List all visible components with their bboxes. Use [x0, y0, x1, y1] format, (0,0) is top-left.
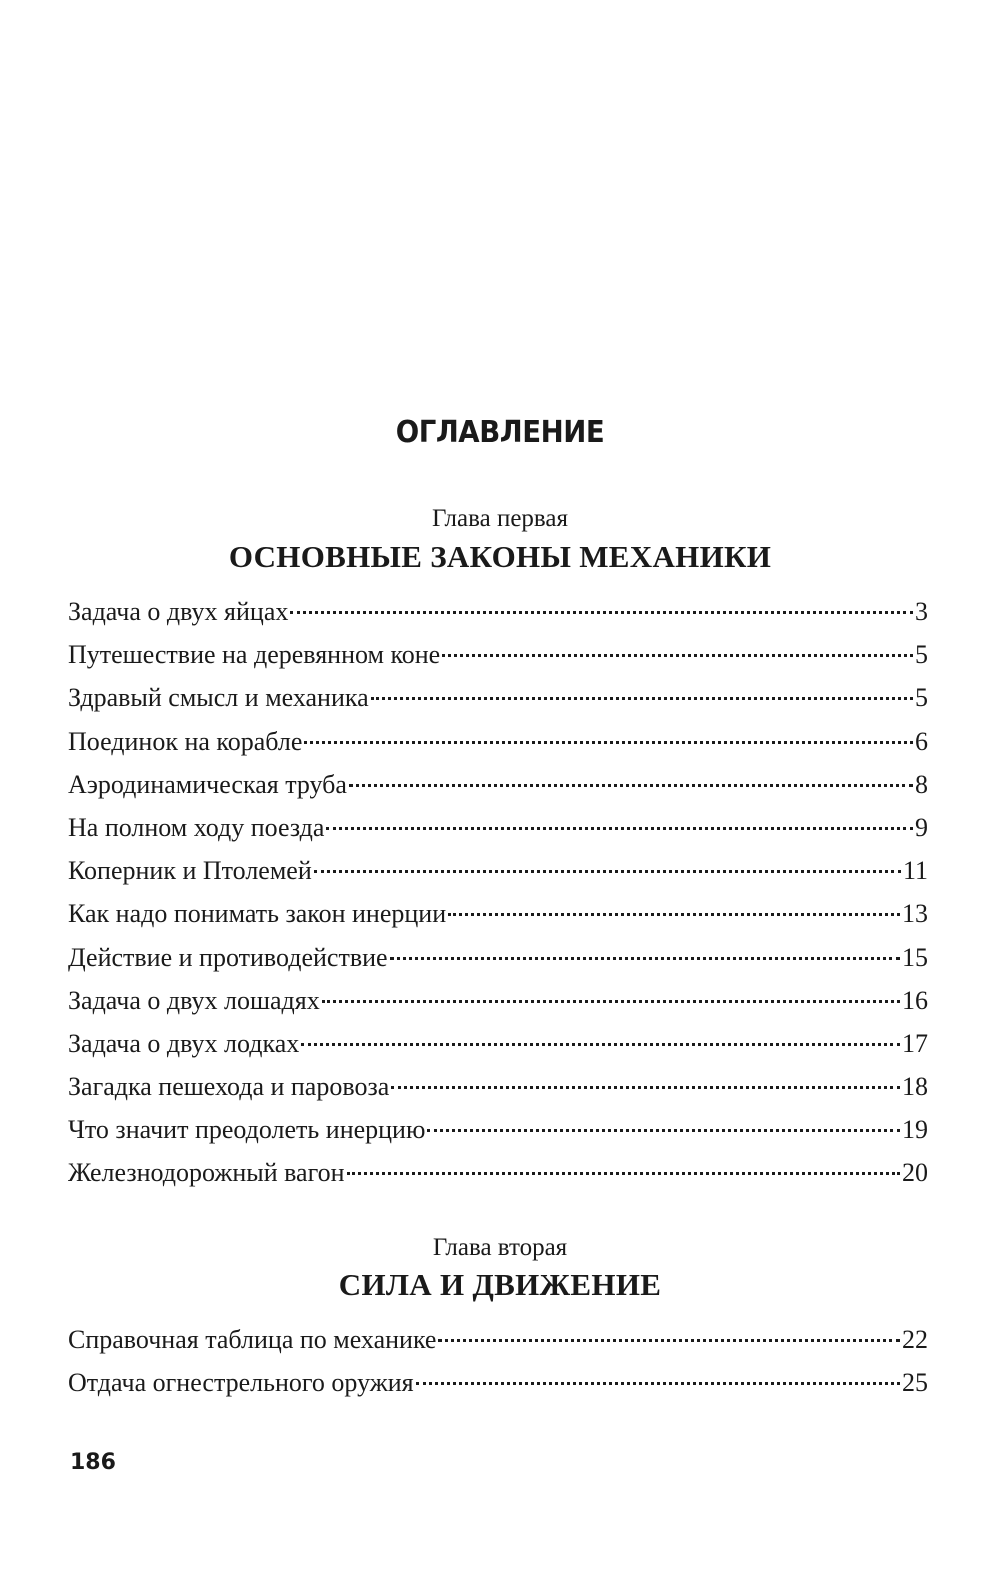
toc-entry[interactable] — [68, 1318, 928, 1361]
toc-entry[interactable] — [68, 1065, 928, 1108]
toc-entry-page: 6 — [915, 726, 928, 756]
toc-entry-title: Задача о двух яйцах — [68, 597, 289, 626]
toc-entry-title: Справочная таблица по механике — [68, 1325, 437, 1354]
toc-entry[interactable] — [68, 590, 928, 633]
dot-leader — [314, 870, 901, 873]
chapter-1-label: Глава первая — [431, 505, 568, 532]
toc-entry-title: Железнодорожный вагон — [68, 1158, 345, 1188]
toc-entry-title: Задача о двух лодках — [68, 1028, 300, 1058]
toc-entry-page: 18 — [902, 1072, 928, 1102]
toc-entry[interactable] — [68, 720, 928, 763]
chapter-2-title: СИЛА И ДВИЖЕНИЕ — [338, 1267, 662, 1302]
toc-entry-title: Что значит преодолеть инерцию — [68, 1115, 426, 1145]
dot-leader — [438, 1339, 900, 1342]
toc-entry-page: 19 — [902, 1115, 928, 1145]
dot-leader — [301, 1043, 900, 1046]
dot-leader — [416, 1382, 900, 1385]
dot-leader — [448, 913, 900, 916]
toc-entry-title: На полном ходу поезда — [68, 812, 325, 842]
toc-heading: ОГЛАВЛЕНИЕ — [395, 415, 605, 450]
toc-entry-page: 5 — [915, 683, 928, 713]
toc-entry[interactable] — [68, 806, 928, 849]
toc-entry-page: 20 — [902, 1158, 928, 1188]
toc-entry-title: Задача о двух лошадях — [68, 985, 320, 1015]
toc-entry-page: 9 — [915, 812, 928, 842]
page-number: 186 — [70, 1450, 116, 1475]
toc-entry-title: Коперник и Птолемей — [68, 856, 312, 886]
dot-leader — [371, 697, 913, 700]
toc-entry[interactable] — [68, 979, 928, 1022]
toc-entry[interactable] — [68, 849, 928, 892]
dot-leader — [322, 1000, 900, 1003]
dot-leader — [390, 957, 900, 960]
toc-entry[interactable] — [68, 1022, 928, 1065]
chapter-1-entries — [68, 590, 928, 1195]
toc-entry-page: 11 — [902, 856, 928, 886]
toc-entry[interactable] — [68, 1151, 928, 1194]
toc-entry-page: 17 — [902, 1028, 928, 1058]
chapter-2-entries — [68, 1318, 928, 1404]
dot-leader — [304, 741, 913, 744]
toc-entry-title: Путешествие на деревянном коне — [68, 640, 441, 670]
toc-entry-title: Действие и противодействие — [68, 942, 388, 972]
dot-leader — [290, 611, 913, 614]
toc-entry-page: 16 — [902, 985, 928, 1015]
toc-entry-page: 8 — [915, 769, 928, 799]
chapter-1-title: ОСНОВНЫЕ ЗАКОНЫ МЕХАНИКИ — [228, 539, 772, 574]
toc-entry[interactable] — [68, 676, 928, 719]
toc-entry-page: 15 — [902, 942, 928, 972]
toc-entry-page: 22 — [902, 1325, 928, 1354]
toc-entry-title: Загадка пешехода и паровоза — [68, 1072, 390, 1102]
toc-entry[interactable] — [68, 892, 928, 935]
toc-entry[interactable] — [68, 763, 928, 806]
toc-entry-title: Отдача огнестрельного оружия — [68, 1368, 414, 1398]
dot-leader — [391, 1086, 900, 1089]
dot-leader — [427, 1129, 900, 1132]
toc-entry-title: Как надо понимать закон инерции — [68, 899, 447, 929]
toc-entry-title: Аэродинамическая труба — [68, 769, 347, 799]
toc-entry[interactable] — [68, 936, 928, 979]
toc-entry[interactable] — [68, 1361, 928, 1404]
toc-entry-page: 5 — [915, 640, 928, 670]
toc-entry-title: Здравый смысл и механика — [68, 683, 369, 713]
toc-entry-page: 25 — [902, 1368, 928, 1398]
toc-entry[interactable] — [68, 1108, 928, 1151]
toc-entry[interactable] — [68, 633, 928, 676]
toc-entry-title: Поединок на корабле — [68, 726, 303, 756]
dot-leader — [347, 1172, 900, 1175]
dot-leader — [442, 654, 913, 657]
chapter-2-label: Глава вторая — [432, 1234, 568, 1261]
toc-entry-page: 13 — [902, 899, 928, 929]
toc-entry-page: 3 — [915, 597, 928, 626]
dot-leader — [349, 784, 913, 787]
dot-leader — [326, 827, 913, 830]
